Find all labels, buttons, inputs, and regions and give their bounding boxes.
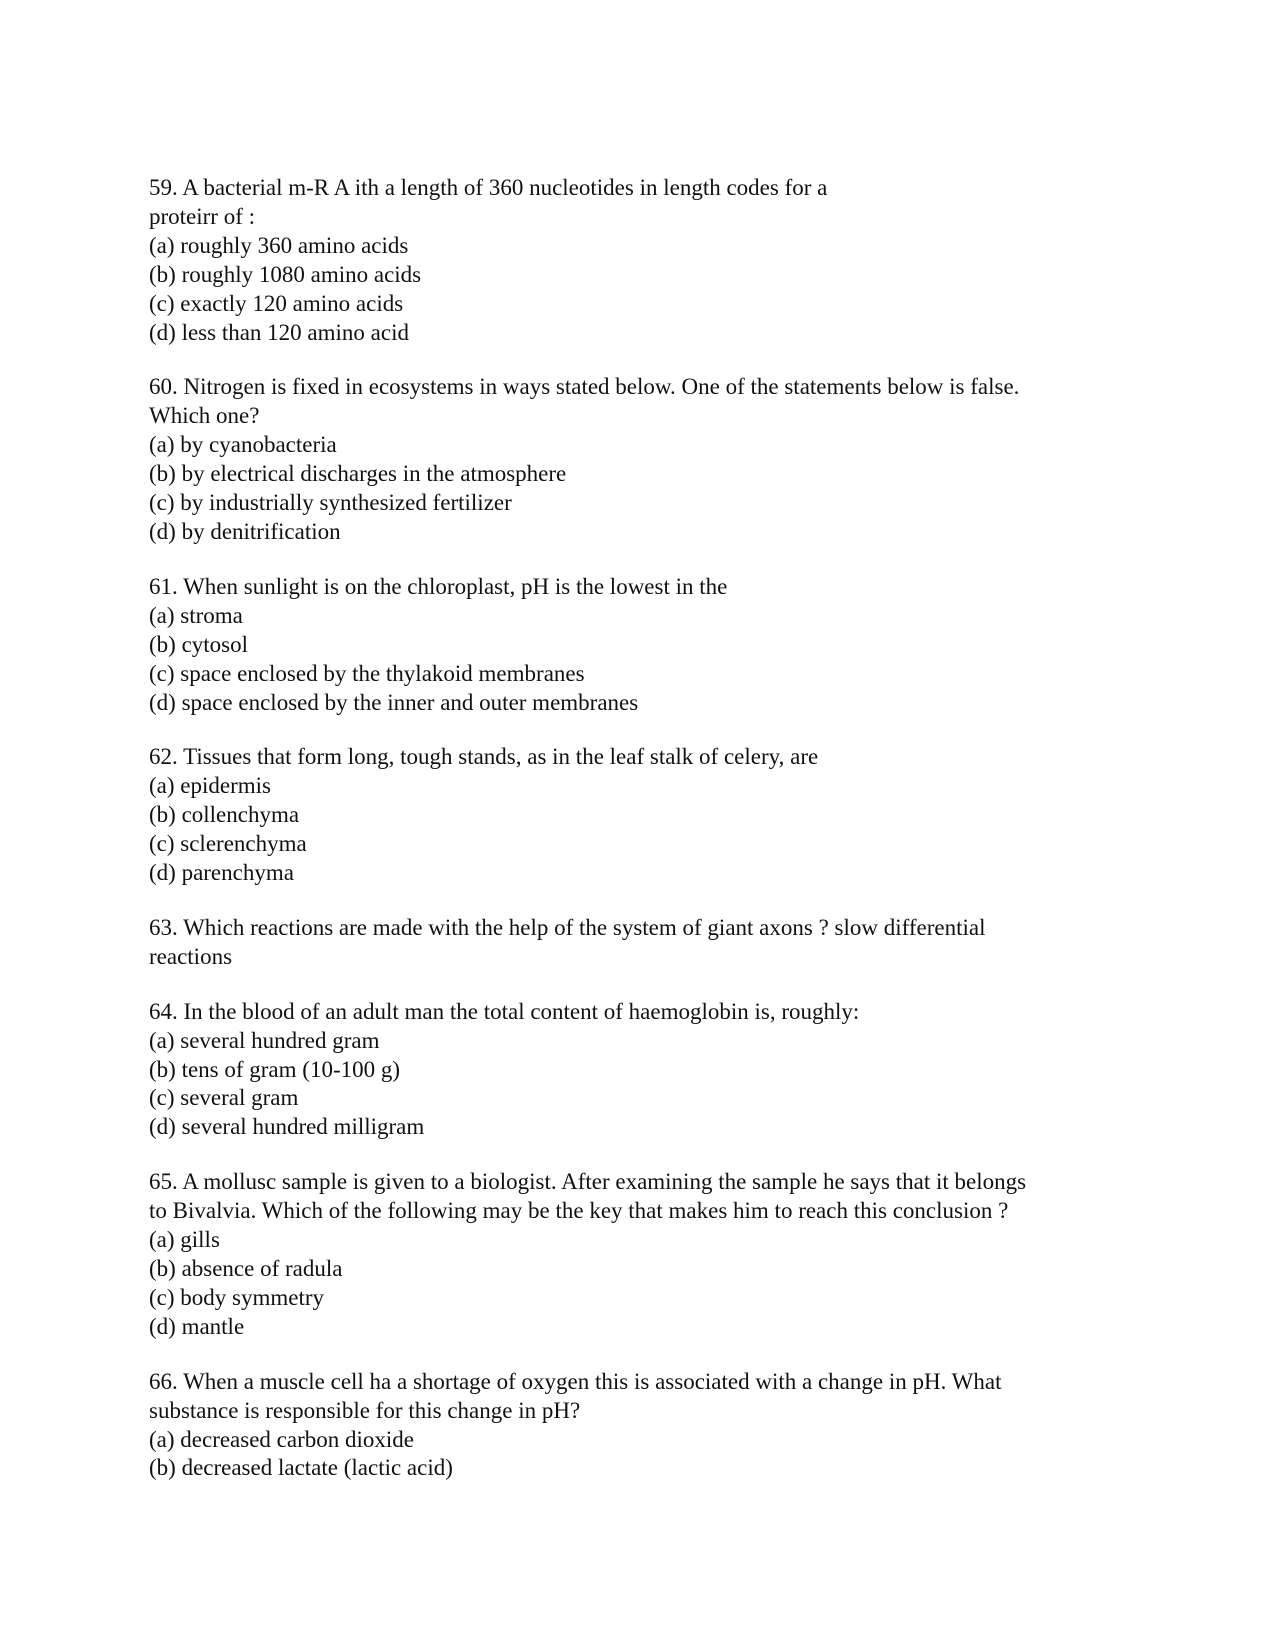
question-65 xyxy=(149,1168,1159,1341)
answer-option: (b) tens of gram (10-100 g) xyxy=(149,1056,401,1082)
answer-option: (b) decreased lactate (lactic acid) xyxy=(149,1455,453,1481)
answer-option: (d) several hundred milligram xyxy=(149,1114,425,1140)
answer-option: (a) epidermis xyxy=(149,773,271,799)
answer-option: (b) absence of radula xyxy=(149,1256,343,1281)
answer-option: (a) stroma xyxy=(149,602,243,628)
answer-option: (a) by cyanobacteria xyxy=(149,432,337,458)
answer-option: (a) gills xyxy=(149,1227,220,1253)
question-61 xyxy=(149,573,1159,718)
question-stem: 64. In the blood of an adult man the total content of haemoglobin is, roughly: xyxy=(149,998,860,1024)
answer-option: (d) mantle xyxy=(149,1313,245,1339)
answer-option: (d) space enclosed by the inner and outer membranes xyxy=(149,689,639,715)
answer-option: (a) several hundred gram xyxy=(149,1027,380,1053)
answer-option: (a) decreased carbon dioxide xyxy=(149,1426,414,1452)
question-stem: 65. A mollusc sample is given to a biologist. After examining the sample he says that it belongs to Bivalvia. Which of the following may be the key that makes him to reach this conclusion ? xyxy=(149,1169,1027,1224)
question-66 xyxy=(149,1368,1159,1484)
answer-option: (c) several gram xyxy=(149,1085,299,1111)
question-stem: 62. Tissues that form long, tough stands, as in the leaf stalk of celery, are xyxy=(149,744,819,770)
answer-option: (c) exactly 120 amino acids xyxy=(149,290,404,316)
answer-option: (b) cytosol xyxy=(149,631,249,657)
document-page xyxy=(149,174,1159,1483)
answer-option: (b) collenchyma xyxy=(149,802,300,828)
question-stem: 66. When a muscle cell ha a shortage of oxygen this is associated with a change in pH. What substance is responsible for this change in pH? xyxy=(149,1368,1002,1423)
question-60 xyxy=(149,373,1159,546)
answer-option: (b) roughly 1080 amino acids xyxy=(149,261,422,287)
answer-option: (d) less than 120 amino acid xyxy=(149,319,409,345)
answer-option: (c) sclerenchyma xyxy=(149,831,307,857)
question-stem: 63. Which reactions are made with the help of the system of giant axons ? slow differential reactions xyxy=(149,914,986,969)
question-62 xyxy=(149,743,1159,888)
answer-option: (d) parenchyma xyxy=(149,860,294,886)
answer-option: (a) roughly 360 amino acids xyxy=(149,232,409,258)
question-stem: 61. When sunlight is on the chloroplast, pH is the lowest in the xyxy=(149,573,728,599)
question-59 xyxy=(149,174,1159,347)
question-64 xyxy=(149,998,1159,1143)
answer-option: (b) by electrical discharges in the atmosphere xyxy=(149,461,567,487)
answer-option: (c) body symmetry xyxy=(149,1284,325,1310)
answer-option: (c) space enclosed by the thylakoid membranes xyxy=(149,660,585,686)
question-63 xyxy=(149,914,1159,972)
answer-option: (d) by denitrification xyxy=(149,518,341,544)
answer-option: (c) by industrially synthesized fertilizer xyxy=(149,490,512,516)
question-stem: 59. A bacterial m-R A ith a length of 360 nucleotides in length codes for a proteirr of : xyxy=(149,175,828,229)
question-stem: 60. Nitrogen is fixed in ecosystems in ways stated below. One of the statements below is false. Which one? xyxy=(149,374,1020,429)
